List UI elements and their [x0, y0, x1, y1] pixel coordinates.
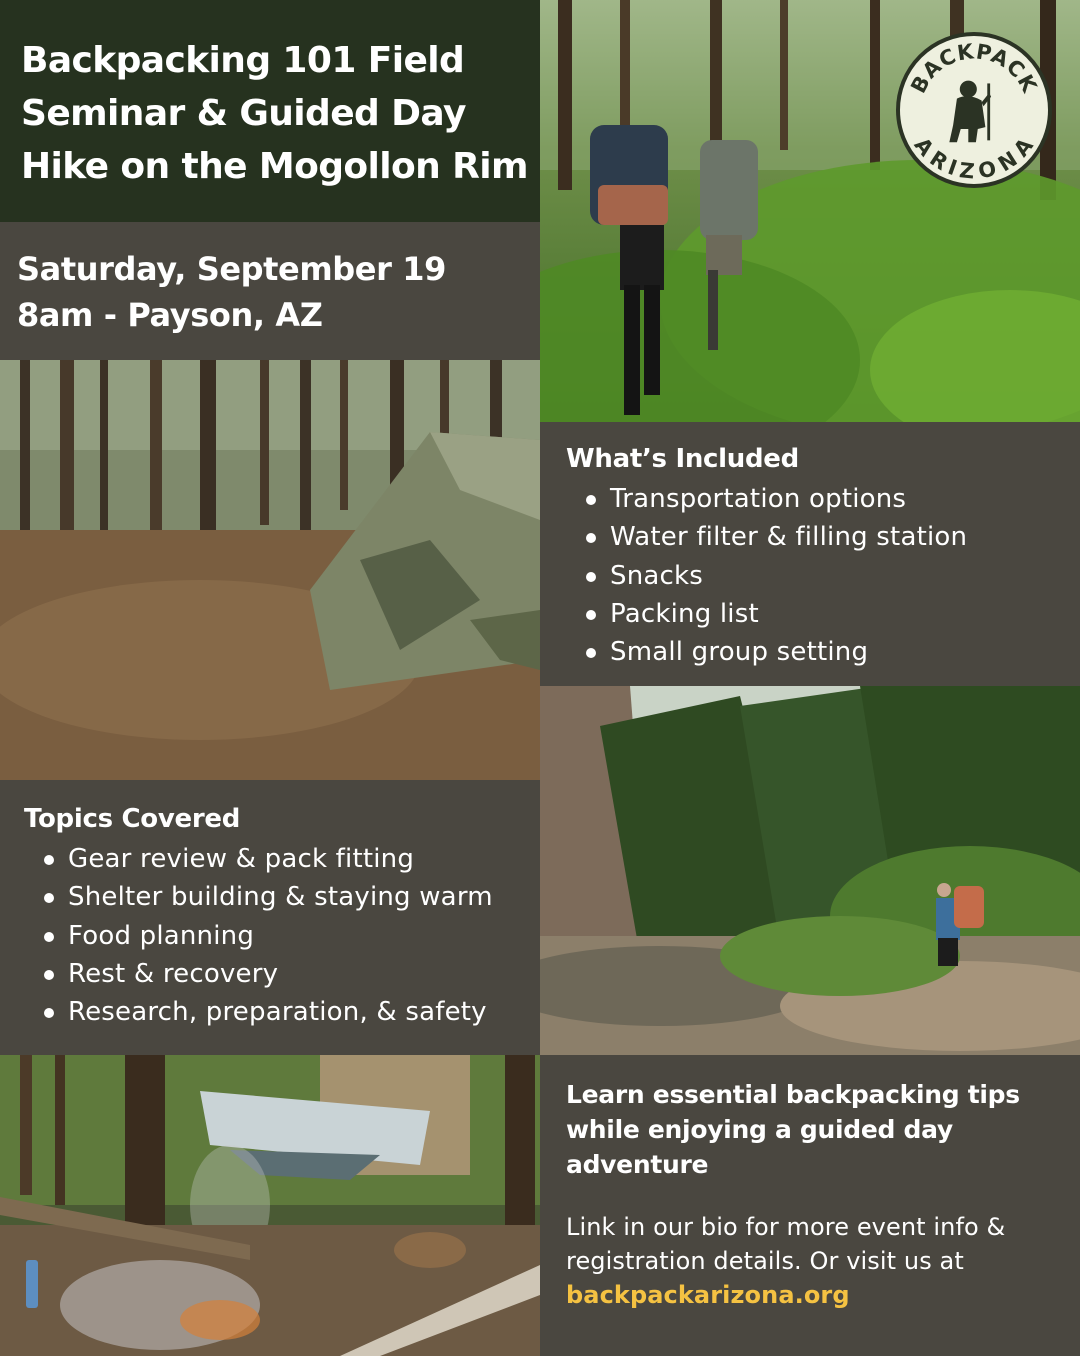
cta-panel — [540, 1055, 1080, 1356]
topics-covered-panel — [0, 780, 540, 1055]
title-line-1: Backpacking 101 Field — [21, 40, 465, 81]
bullet-icon — [44, 970, 54, 980]
bullet-icon — [44, 855, 54, 865]
cta-body — [566, 1210, 1036, 1312]
whats-included-panel — [540, 422, 1080, 686]
list-item: Gear review & pack fitting — [24, 840, 540, 878]
bullet-icon — [586, 533, 596, 543]
photo-creek-hiker — [540, 686, 1080, 1055]
list-item: Food planning — [24, 917, 540, 955]
title-line-3: Hike on the Mogollon Rim — [21, 146, 528, 187]
list-item: Shelter building & staying warm — [24, 878, 540, 916]
cta-headline: Learn essential backpacking tips while enjoying a guided day adventure — [566, 1080, 1020, 1179]
cta-body-text: Link in our bio for more event info & registration details. Or visit us at — [566, 1213, 1006, 1275]
whats-included-list — [566, 480, 1080, 671]
bullet-icon — [44, 932, 54, 942]
title-block — [0, 0, 540, 222]
bullet-icon — [586, 495, 596, 505]
bullet-icon — [586, 572, 596, 582]
list-item: Snacks — [566, 557, 1080, 595]
bullet-icon — [586, 610, 596, 620]
whats-included-heading: What’s Included — [566, 444, 799, 474]
bullet-icon — [44, 893, 54, 903]
website-link[interactable]: backpackarizona.org — [566, 1281, 850, 1309]
list-item: Water filter & filling station — [566, 518, 1080, 556]
topics-covered-heading: Topics Covered — [24, 804, 241, 834]
title-line-2: Seminar & Guided Day — [21, 93, 466, 134]
backpack-arizona-logo — [896, 32, 1052, 188]
event-time-location: 8am - Payson, AZ — [17, 296, 323, 334]
bullet-icon — [586, 648, 596, 658]
photo-campfire-hammock — [0, 1055, 540, 1356]
list-item: Small group setting — [566, 633, 1080, 671]
event-info-block — [0, 222, 540, 360]
bullet-icon — [44, 1008, 54, 1018]
bigfoot-hiker-icon — [949, 81, 991, 143]
photo-tarp-shelter — [0, 360, 540, 780]
list-item: Transportation options — [566, 480, 1080, 518]
topics-covered-list — [24, 840, 540, 1031]
list-item: Rest & recovery — [24, 955, 540, 993]
list-item: Packing list — [566, 595, 1080, 633]
page-title — [21, 34, 540, 193]
event-date: Saturday, September 19 — [17, 250, 446, 288]
logo-bottom-text: ARIZONA — [909, 132, 1039, 184]
logo-top-text: BACKPACK — [906, 39, 1042, 98]
list-item: Research, preparation, & safety — [24, 993, 540, 1031]
